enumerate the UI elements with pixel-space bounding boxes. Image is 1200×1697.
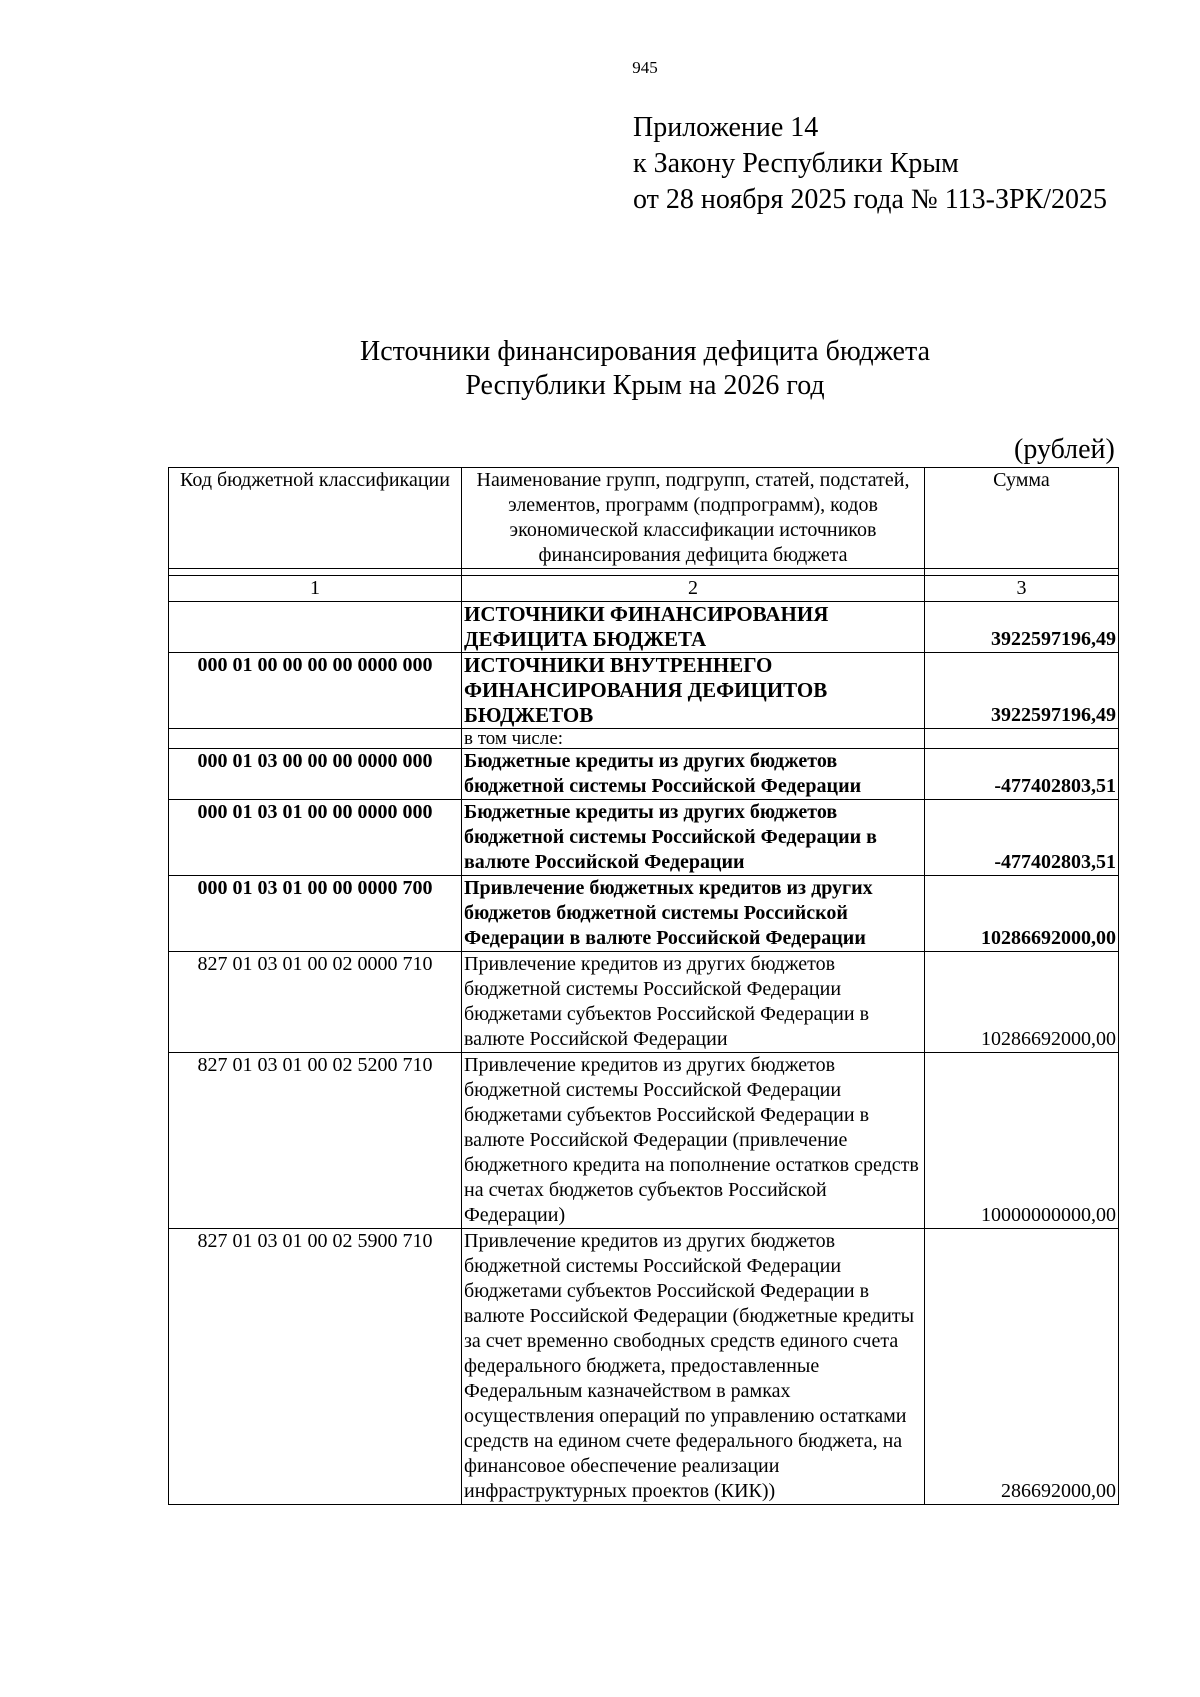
row-code: 000 01 03 01 00 00 0000 700: [169, 876, 462, 952]
row-code: [169, 602, 462, 653]
header-sum: Сумма: [925, 468, 1119, 569]
row-name: Привлечение бюджетных кредитов из других бюджетов бюджетной системы Российской Федерации в валюте Российской Федерации: [462, 876, 925, 952]
row-name: Бюджетные кредиты из других бюджетов бюджетной системы Российской Федерации: [462, 749, 925, 800]
appendix-reference: [633, 110, 1107, 218]
table-row: [169, 800, 1119, 876]
document-title: [0, 335, 1200, 403]
units-label: (рублей): [1014, 434, 1115, 465]
table-header-row: [169, 468, 1119, 569]
row-sum: 286692000,00: [925, 1229, 1119, 1505]
row-name: в том числе:: [462, 729, 925, 749]
row-sum: [925, 729, 1119, 749]
row-sum: 10286692000,00: [925, 876, 1119, 952]
appendix-line-3: от 28 ноября 2025 года № 113-ЗРК/2025: [633, 184, 1108, 215]
row-sum: -477402803,51: [925, 800, 1119, 876]
column-number: 2: [462, 576, 925, 602]
row-name: Бюджетные кредиты из других бюджетов бюджетной системы Российской Федерации в валюте Российской Федерации: [462, 800, 925, 876]
appendix-line-2: к Закону Республики Крым: [633, 148, 959, 179]
row-code: 000 01 03 00 00 00 0000 000: [169, 749, 462, 800]
table-row: [169, 952, 1119, 1053]
title-line-1: Источники финансирования дефицита бюджета: [359, 336, 930, 367]
row-sum: 10286692000,00: [925, 952, 1119, 1053]
page-number: 945: [632, 58, 658, 77]
column-number: 3: [925, 576, 1119, 602]
financing-sources-table: [168, 467, 1119, 1505]
row-name: ИСТОЧНИКИ ФИНАНСИРОВАНИЯ ДЕФИЦИТА БЮДЖЕТА: [462, 602, 925, 653]
row-sum: 3922597196,49: [925, 653, 1119, 729]
row-code: 827 01 03 01 00 02 5200 710: [169, 1053, 462, 1229]
row-code: 827 01 03 01 00 02 0000 710: [169, 952, 462, 1053]
table-row: [169, 653, 1119, 729]
row-sum: -477402803,51: [925, 749, 1119, 800]
row-sum: 3922597196,49: [925, 602, 1119, 653]
row-code: [169, 729, 462, 749]
column-number: 1: [169, 576, 462, 602]
appendix-line-1: Приложение 14: [633, 112, 819, 143]
row-code: 000 01 03 01 00 00 0000 000: [169, 800, 462, 876]
table-row: [169, 876, 1119, 952]
table-row: [169, 602, 1119, 653]
row-sum: 10000000000,00: [925, 1053, 1119, 1229]
row-code: 000 01 00 00 00 00 0000 000: [169, 653, 462, 729]
row-name: Привлечение кредитов из других бюджетов бюджетной системы Российской Федерации бюджетами субъектов Российской Федерации в валюте Российской Федерации: [462, 952, 925, 1053]
table-row: [169, 1053, 1119, 1229]
table-row: [169, 749, 1119, 800]
header-code: Код бюджетной классификации: [169, 468, 462, 569]
title-line-2: Республики Крым на 2026 год: [465, 370, 825, 401]
row-name: ИСТОЧНИКИ ВНУТРЕННЕГО ФИНАНСИРОВАНИЯ ДЕФИЦИТОВ БЮДЖЕТОВ: [462, 653, 925, 729]
row-name: Привлечение кредитов из других бюджетов бюджетной системы Российской Федерации бюджетами субъектов Российской Федерации в валюте Российской Федерации (бюджетные кредиты за счет временно свободных средств единого счета федерального бюджета, предоставленные Федеральным казначейством в рамках осуществления операций по управлению остатками средств на едином счете федерального бюджета, на финансовое обеспечение реализации инфраструктурных проектов (КИК)): [462, 1229, 925, 1505]
row-code: 827 01 03 01 00 02 5900 710: [169, 1229, 462, 1505]
table-row: [169, 1229, 1119, 1505]
column-numbers-row: [169, 576, 1119, 602]
header-name: Наименование групп, подгрупп, статей, подстатей, элементов, программ (подпрограмм), кодов экономической классификации источников финансирования дефицита бюджета: [462, 468, 925, 569]
row-name: Привлечение кредитов из других бюджетов бюджетной системы Российской Федерации бюджетами субъектов Российской Федерации в валюте Российской Федерации (привлечение бюджетного кредита на пополнение остатков средств на счетах бюджетов субъектов Российской Федерации): [462, 1053, 925, 1229]
table-row: [169, 729, 1119, 749]
